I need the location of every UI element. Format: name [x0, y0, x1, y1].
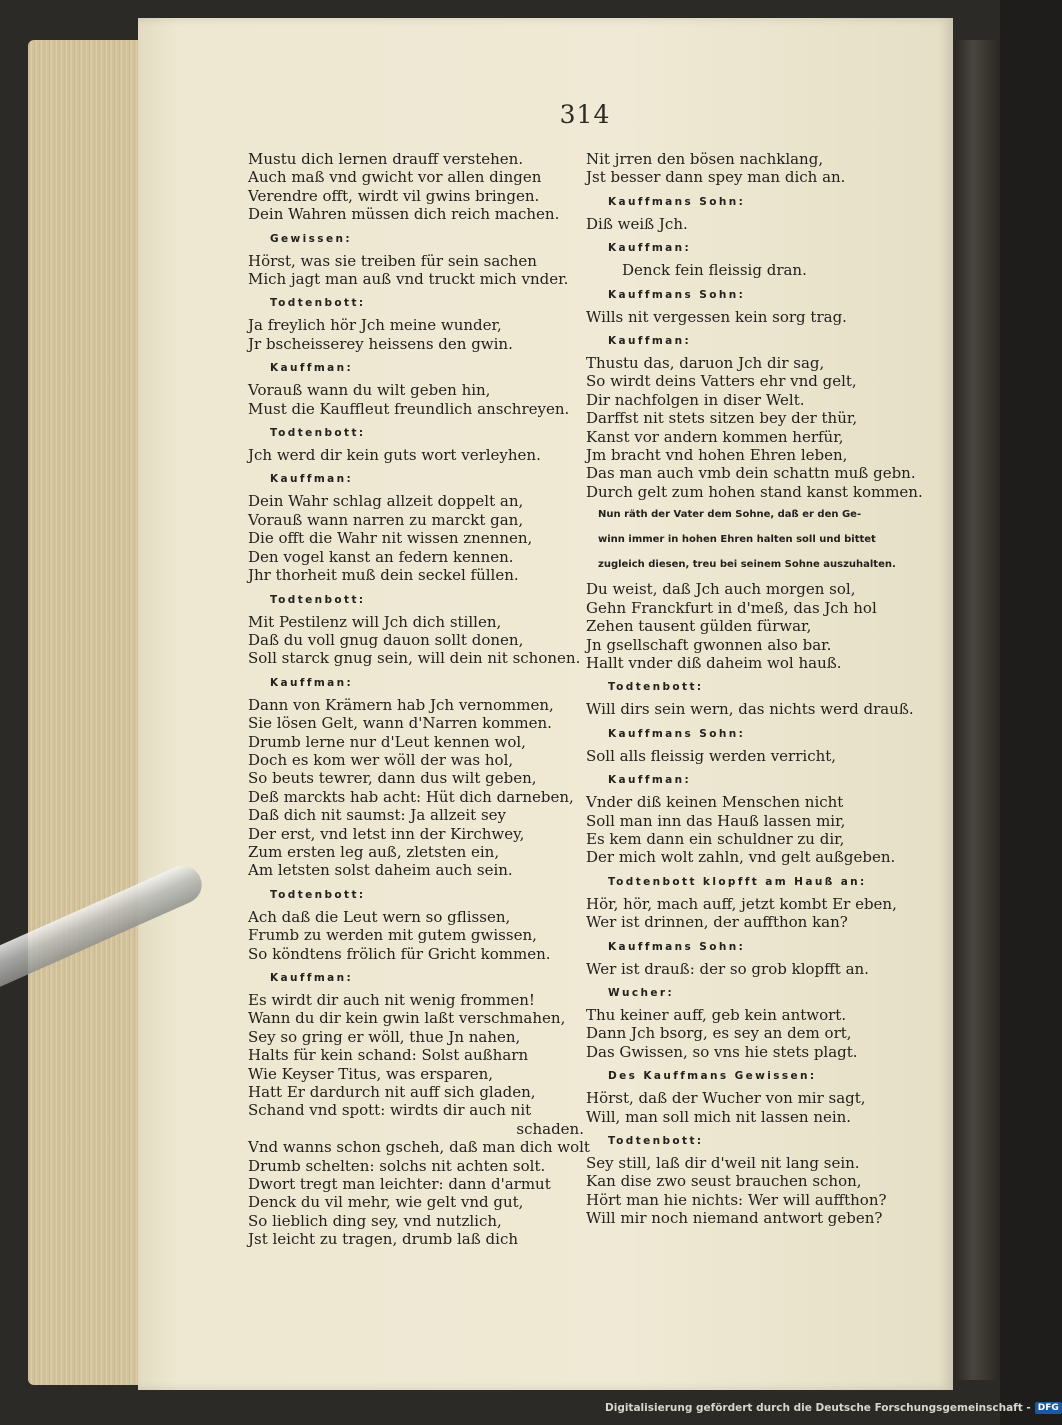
speaker-label: Kauffman:	[270, 972, 354, 984]
verse-line: Dwort tregt man leichter: dann d'armut	[248, 1175, 551, 1194]
verse-line: Soll starck gnug sein, will dein nit schonen.	[248, 649, 581, 668]
verse-line: Dann von Krämern hab Jch vernommen,	[248, 695, 554, 714]
verse-line: Halts für kein schand: Solst außharn	[248, 1046, 529, 1065]
speaker-label: Kauffman:	[270, 676, 354, 689]
verse-line: Es kem dann ein schuldner zu dir,	[586, 829, 845, 848]
verse-line: Thu keiner auff, geb kein antwort.	[586, 1005, 847, 1024]
verse-line: Sey still, laß dir d'weil nit lang sein.	[586, 1154, 860, 1172]
speaker-label: Todtenbott:	[270, 888, 366, 901]
verse-line: Thustu das, daruon Jch dir sag,	[586, 354, 825, 373]
speaker-label: Todtenbott:	[270, 427, 366, 440]
verse-line: Zehen tausent gülden fürwar,	[586, 617, 812, 636]
verse-line: Denck fein fleissig dran.	[622, 261, 807, 280]
speaker-label: Todtenbott:	[608, 681, 704, 694]
verse-line: Dein Wahr schlag allzeit doppelt an,	[248, 492, 524, 511]
speaker-label: Todtenbott:	[270, 297, 366, 310]
verse-line: Wer ist drinnen, der auffthon kan?	[586, 913, 848, 932]
verse-line: Mit Pestilenz will Jch dich stillen,	[248, 612, 502, 631]
text-column-left	[248, 150, 588, 1249]
stage-direction: Nun räth der Vater dem Sohne, daß er den Ge-	[598, 509, 862, 521]
verse-line: Gehn Franckfurt in d'meß, das Jch hol	[586, 598, 877, 617]
stage-direction: zugleich diesen, treu bei seinem Sohne auszuhalten.	[598, 559, 896, 571]
speaker-label: Kauffman:	[608, 774, 692, 787]
verse-line: Mich jagt man auß vnd truckt mich vnder.	[248, 270, 569, 289]
verse-line: Must die Kauffleut freundlich anschreyen.	[248, 399, 570, 418]
verse-line: Es wirdt dir auch nit wenig frommen!	[248, 991, 535, 1009]
verse-line: Das man auch vmb dein schattn muß gebn.	[586, 464, 916, 483]
verse-line: Der erst, vnd letst inn der Kirchwey,	[248, 824, 525, 843]
verse-line: Soll alls fleissig werden verricht,	[586, 746, 837, 765]
verse-line: Vnder diß keinen Menschen nicht	[586, 793, 844, 812]
verse-line: Wie Keyser Titus, was ersparen,	[248, 1064, 494, 1083]
speaker-label: Gewissen:	[270, 232, 352, 245]
speaker-label: Kauffman:	[270, 362, 354, 375]
speaker-label: Des Kauffmans Gewissen:	[608, 1070, 817, 1083]
speaker-label: Kauffmans Sohn:	[608, 727, 746, 740]
verse-line: Darffst nit stets sitzen bey der thür,	[586, 409, 858, 428]
verse-line: Sey so gring er wöll, thue Jn nahen,	[248, 1027, 521, 1046]
book-spine-shadow	[955, 40, 1000, 1380]
digitization-footer	[605, 1396, 1059, 1420]
footer-text: Digitalisierung gefördert durch die Deutsche Forschungsgemeinschaft -	[605, 1402, 1031, 1414]
verse-line: Nit jrren den bösen nachklang,	[586, 150, 824, 168]
dfg-logo: DFG	[1035, 1402, 1062, 1414]
verse-line: Wann du dir kein gwin laßt verschmahen,	[248, 1009, 566, 1028]
speaker-label: Todtenbott:	[270, 593, 366, 606]
verse-line: Hört man hie nichts: Wer will auffthon?	[586, 1190, 887, 1209]
speaker-label: Kauffmans Sohn:	[608, 940, 746, 953]
verse-line: Will dirs sein wern, das nichts werd drauß.	[586, 700, 914, 719]
verse-line: Mustu dich lernen drauff verstehen.	[248, 150, 524, 168]
verse-line: Den vogel kanst an federn kennen.	[248, 547, 514, 566]
verse-line: Diß weiß Jch.	[586, 214, 688, 233]
verse-line: Drumb lerne nur d'Leut kennen wol,	[248, 732, 526, 751]
book-page-edges	[28, 40, 150, 1385]
verse-line: Ja freylich hör Jch meine wunder,	[248, 316, 502, 335]
verse-line: Hörst, was sie treiben für sein sachen	[248, 251, 537, 270]
verse-line: Sie lösen Gelt, wann d'Narren kommen.	[248, 714, 552, 733]
page-number: 314	[559, 100, 611, 129]
verse-line: Jst besser dann spey man dich an.	[586, 168, 846, 187]
verse-line: Durch gelt zum hohen stand kanst kommen.	[586, 482, 923, 501]
verse-line: Die offt die Wahr nit wissen znennen,	[248, 529, 533, 548]
verse-line: Verendre offt, wirdt vil gwins bringen.	[248, 186, 540, 205]
verse-line: Du weist, daß Jch auch morgen sol,	[586, 580, 856, 599]
verse-line: Jm bracht vnd hohen Ehren leben,	[586, 446, 848, 465]
text-column-right	[586, 150, 926, 1228]
verse-line: Daß du voll gnug dauon sollt donen,	[248, 630, 524, 649]
verse-line: schaden.	[516, 1119, 584, 1138]
verse-line: Vorauß wann narren zu marckt gan,	[248, 510, 524, 529]
speaker-label: Kauffman:	[608, 242, 692, 255]
speaker-label: Todtenbott:	[608, 1135, 704, 1147]
verse-line: Deß marckts hab acht: Hüt dich darneben,	[248, 787, 574, 806]
verse-line: Hör, hör, mach auff, jetzt kombt Er eben,	[586, 894, 897, 913]
speaker-label: Wucher:	[608, 986, 675, 999]
speaker-label: Kauffmans Sohn:	[608, 288, 746, 301]
verse-line: Drumb schelten: solchs nit achten solt.	[248, 1156, 546, 1175]
verse-line: Jr bscheisserey heissens den gwin.	[248, 334, 513, 353]
verse-line: Hörst, daß der Wucher von mir sagt,	[586, 1089, 866, 1108]
verse-line: Der mich wolt zahln, vnd gelt außgeben.	[586, 848, 896, 867]
speaker-label: Kauffman:	[270, 473, 354, 486]
verse-line: Doch es kom wer wöll der was hol,	[248, 750, 514, 769]
verse-line: So köndtens frölich für Gricht kommen.	[248, 944, 551, 963]
verse-line: Schand vnd spott: wirdts dir auch nit	[248, 1101, 532, 1120]
stage-direction: winn immer in hohen Ehren halten soll und bittet	[598, 534, 876, 546]
verse-line: Dein Wahren müssen dich reich machen.	[248, 205, 560, 224]
verse-line: Jn gsellschaft gwonnen also bar.	[586, 635, 832, 654]
speaker-label: Kauffman:	[608, 335, 692, 348]
verse-line: So wirdt deins Vatters ehr vnd gelt,	[586, 372, 857, 391]
verse-line: So lieblich ding sey, vnd nutzlich,	[248, 1211, 502, 1230]
verse-line: Vorauß wann du wilt geben hin,	[248, 381, 491, 400]
verse-line: Hatt Er dardurch nit auff sich gladen,	[248, 1083, 536, 1102]
verse-line: Wills nit vergessen kein sorg trag.	[586, 307, 847, 326]
verse-line: Vnd wanns schon gscheh, daß man dich wolt	[248, 1138, 590, 1157]
verse-line: Das Gwissen, so vns hie stets plagt.	[586, 1042, 858, 1061]
verse-line: Zum ersten leg auß, zletsten ein,	[248, 842, 500, 861]
verse-line: Jch werd dir kein guts wort verleyhen.	[248, 446, 541, 465]
verse-line: Jhr thorheit muß dein seckel füllen.	[248, 566, 519, 585]
verse-line: Will mir noch niemand antwort geben?	[586, 1209, 883, 1228]
verse-line: Frumb zu werden mit gutem gwissen,	[248, 926, 537, 945]
verse-line: Kanst vor andern kommen herfür,	[586, 427, 844, 446]
verse-line: Hallt vnder diß daheim wol hauß.	[586, 653, 842, 672]
verse-line: Will, man soll mich nit lassen nein.	[586, 1107, 852, 1126]
verse-line: Daß dich nit saumst: Ja allzeit sey	[248, 806, 506, 825]
verse-line: Ach daß die Leut wern so gflissen,	[248, 907, 511, 926]
verse-line: Am letsten solst daheim auch sein.	[248, 861, 513, 880]
verse-line: Wer ist drauß: der so grob klopfft an.	[586, 959, 869, 978]
verse-line: Auch maß vnd gwicht vor allen dingen	[248, 168, 542, 187]
verse-line: So beuts tewrer, dann dus wilt geben,	[248, 769, 537, 788]
verse-line: Dann Jch bsorg, es sey an dem ort,	[586, 1024, 852, 1043]
speaker-label: Todtenbott klopfft am Hauß an:	[608, 875, 867, 888]
verse-line: Dir nachfolgen in diser Welt.	[586, 390, 805, 409]
verse-line: Jst leicht zu tragen, drumb laß dich	[248, 1230, 518, 1249]
speaker-label: Kauffmans Sohn:	[608, 195, 746, 208]
verse-line: Soll man inn das Hauß lassen mir,	[586, 811, 846, 830]
verse-line: Kan dise zwo seust brauchen schon,	[586, 1172, 862, 1191]
verse-line: Denck du vil mehr, wie gelt vnd gut,	[248, 1193, 524, 1212]
